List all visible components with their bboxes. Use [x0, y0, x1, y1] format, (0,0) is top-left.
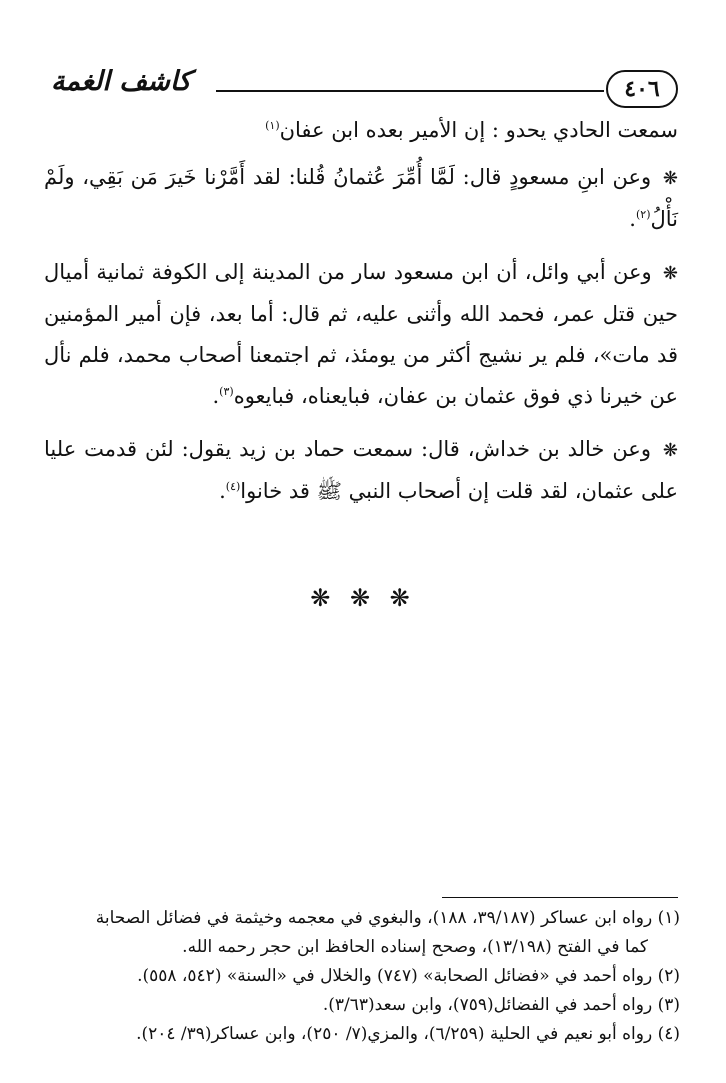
footnote-ref-3: (٣)	[219, 385, 234, 398]
paragraph-2: ❋ وعن ابنِ مسعودٍ قال: لَمَّا أُمِّرَ عُثمانُ قُلنا: لقد أَمَّرْنا خَيرَ مَن بَقِي، ولَمْ نَأْلُ$^{(٢)}$.	[44, 165, 678, 231]
paragraph-text: وعن خالد بن خداش، قال: سمعت حماد بن زيد يقول: لئن قدمت عليا على عثمان، لقد قلت إن أصحاب النبي ﷺ قد خانوا	[44, 437, 678, 503]
footnote-2: (٢) رواه أحمد في «فضائل الصحابة» (٧٤٧) والخلال في «السنة» (٥٤٢، ٥٥٨).	[137, 966, 680, 986]
paragraph-1	[44, 110, 678, 151]
main-text	[44, 110, 678, 524]
footnote-1-line-2: كما في الفتح (١٣/١٩٨)، وصحح إسناده الحافظ ابن حجر رحمه الله.	[182, 937, 648, 957]
footnote-3: (٣) رواه أحمد في الفضائل(٧٥٩)، وابن سعد(٣/٦٣).	[322, 995, 680, 1015]
footnotes	[40, 904, 680, 1049]
paragraph-text: سمعت الحادي يحدو : إن الأمير بعده ابن عفان	[279, 118, 678, 142]
footnote-ref-1: (١)	[265, 119, 280, 132]
footnote-ref-4: (٤)	[225, 480, 241, 493]
star-ornament-icon: ❋	[662, 263, 678, 284]
footnote-1-line-1: (١) رواه ابن عساكر (٣٩/١٨٧، ١٨٨)، والبغوي في معجمه وخيثمة في فضائل الصحابة	[95, 908, 680, 928]
header-rule	[216, 90, 604, 92]
book-title: كاشف الغمة	[51, 66, 191, 97]
star-ornament-icon: ❋	[662, 168, 678, 189]
footnote-separator	[442, 897, 678, 898]
footnote-4: (٤) رواه أبو نعيم في الحلية (٦/٢٥٩)، والمزي(٧/ ٢٥٠)، وابن عساكر(٣٩/ ٢٠٤).	[136, 1024, 680, 1044]
paragraph-text: وعن ابنِ مسعودٍ قال: لَمَّا أُمِّرَ عُثمانُ قُلنا: لقد أَمَّرْنا خَيرَ مَن بَقِي، ولَمْ نَأْلُ	[44, 165, 678, 231]
page-header	[26, 66, 682, 112]
star-ornament-icon: ❋	[662, 440, 678, 461]
page-number: ٤٠٦	[606, 70, 678, 108]
paragraph-4: ❋ وعن خالد بن خداش، قال: سمعت حماد بن زيد يقول: لئن قدمت عليا على عثمان، لقد قلت إن أصحاب النبي ﷺ قد خانوا$^{(٤)}$.	[44, 437, 678, 503]
paragraph-text: وعن أبي وائل، أن ابن مسعود سار من المدينة إلى الكوفة ثمانية أميال حين قتل عمر، فحمد الله وأثنى عليه، ثم قال: أما بعد، فإن أمير المؤمنين قد مات»، فلم ير نشيج أكثر من يومئذ، ثم اجتمعنا أصحاب محمد، فلم نأل عن خيرنا ذي فوق عثمان بن عفان، فبايعناه، فبايعوه	[44, 260, 678, 408]
paragraph-3: ❋ وعن أبي وائل، أن ابن مسعود سار من المدينة إلى الكوفة ثمانية أميال حين قتل عمر، فحمد الله وأثنى عليه، ثم قال: أما بعد، فإن أمير المؤمنين قد مات»، فلم ير نشيج أكثر من يومئذ، ثم اجتمعنا أصحاب محمد، فلم نأل عن خيرنا ذي فوق عثمان بن عفان، فبايعناه، فبايعوه$^{(٣)}$.	[44, 260, 678, 408]
footnote-ref-2: (٢)	[635, 208, 651, 221]
section-divider-ornament: ❋ ❋ ❋	[310, 584, 416, 612]
